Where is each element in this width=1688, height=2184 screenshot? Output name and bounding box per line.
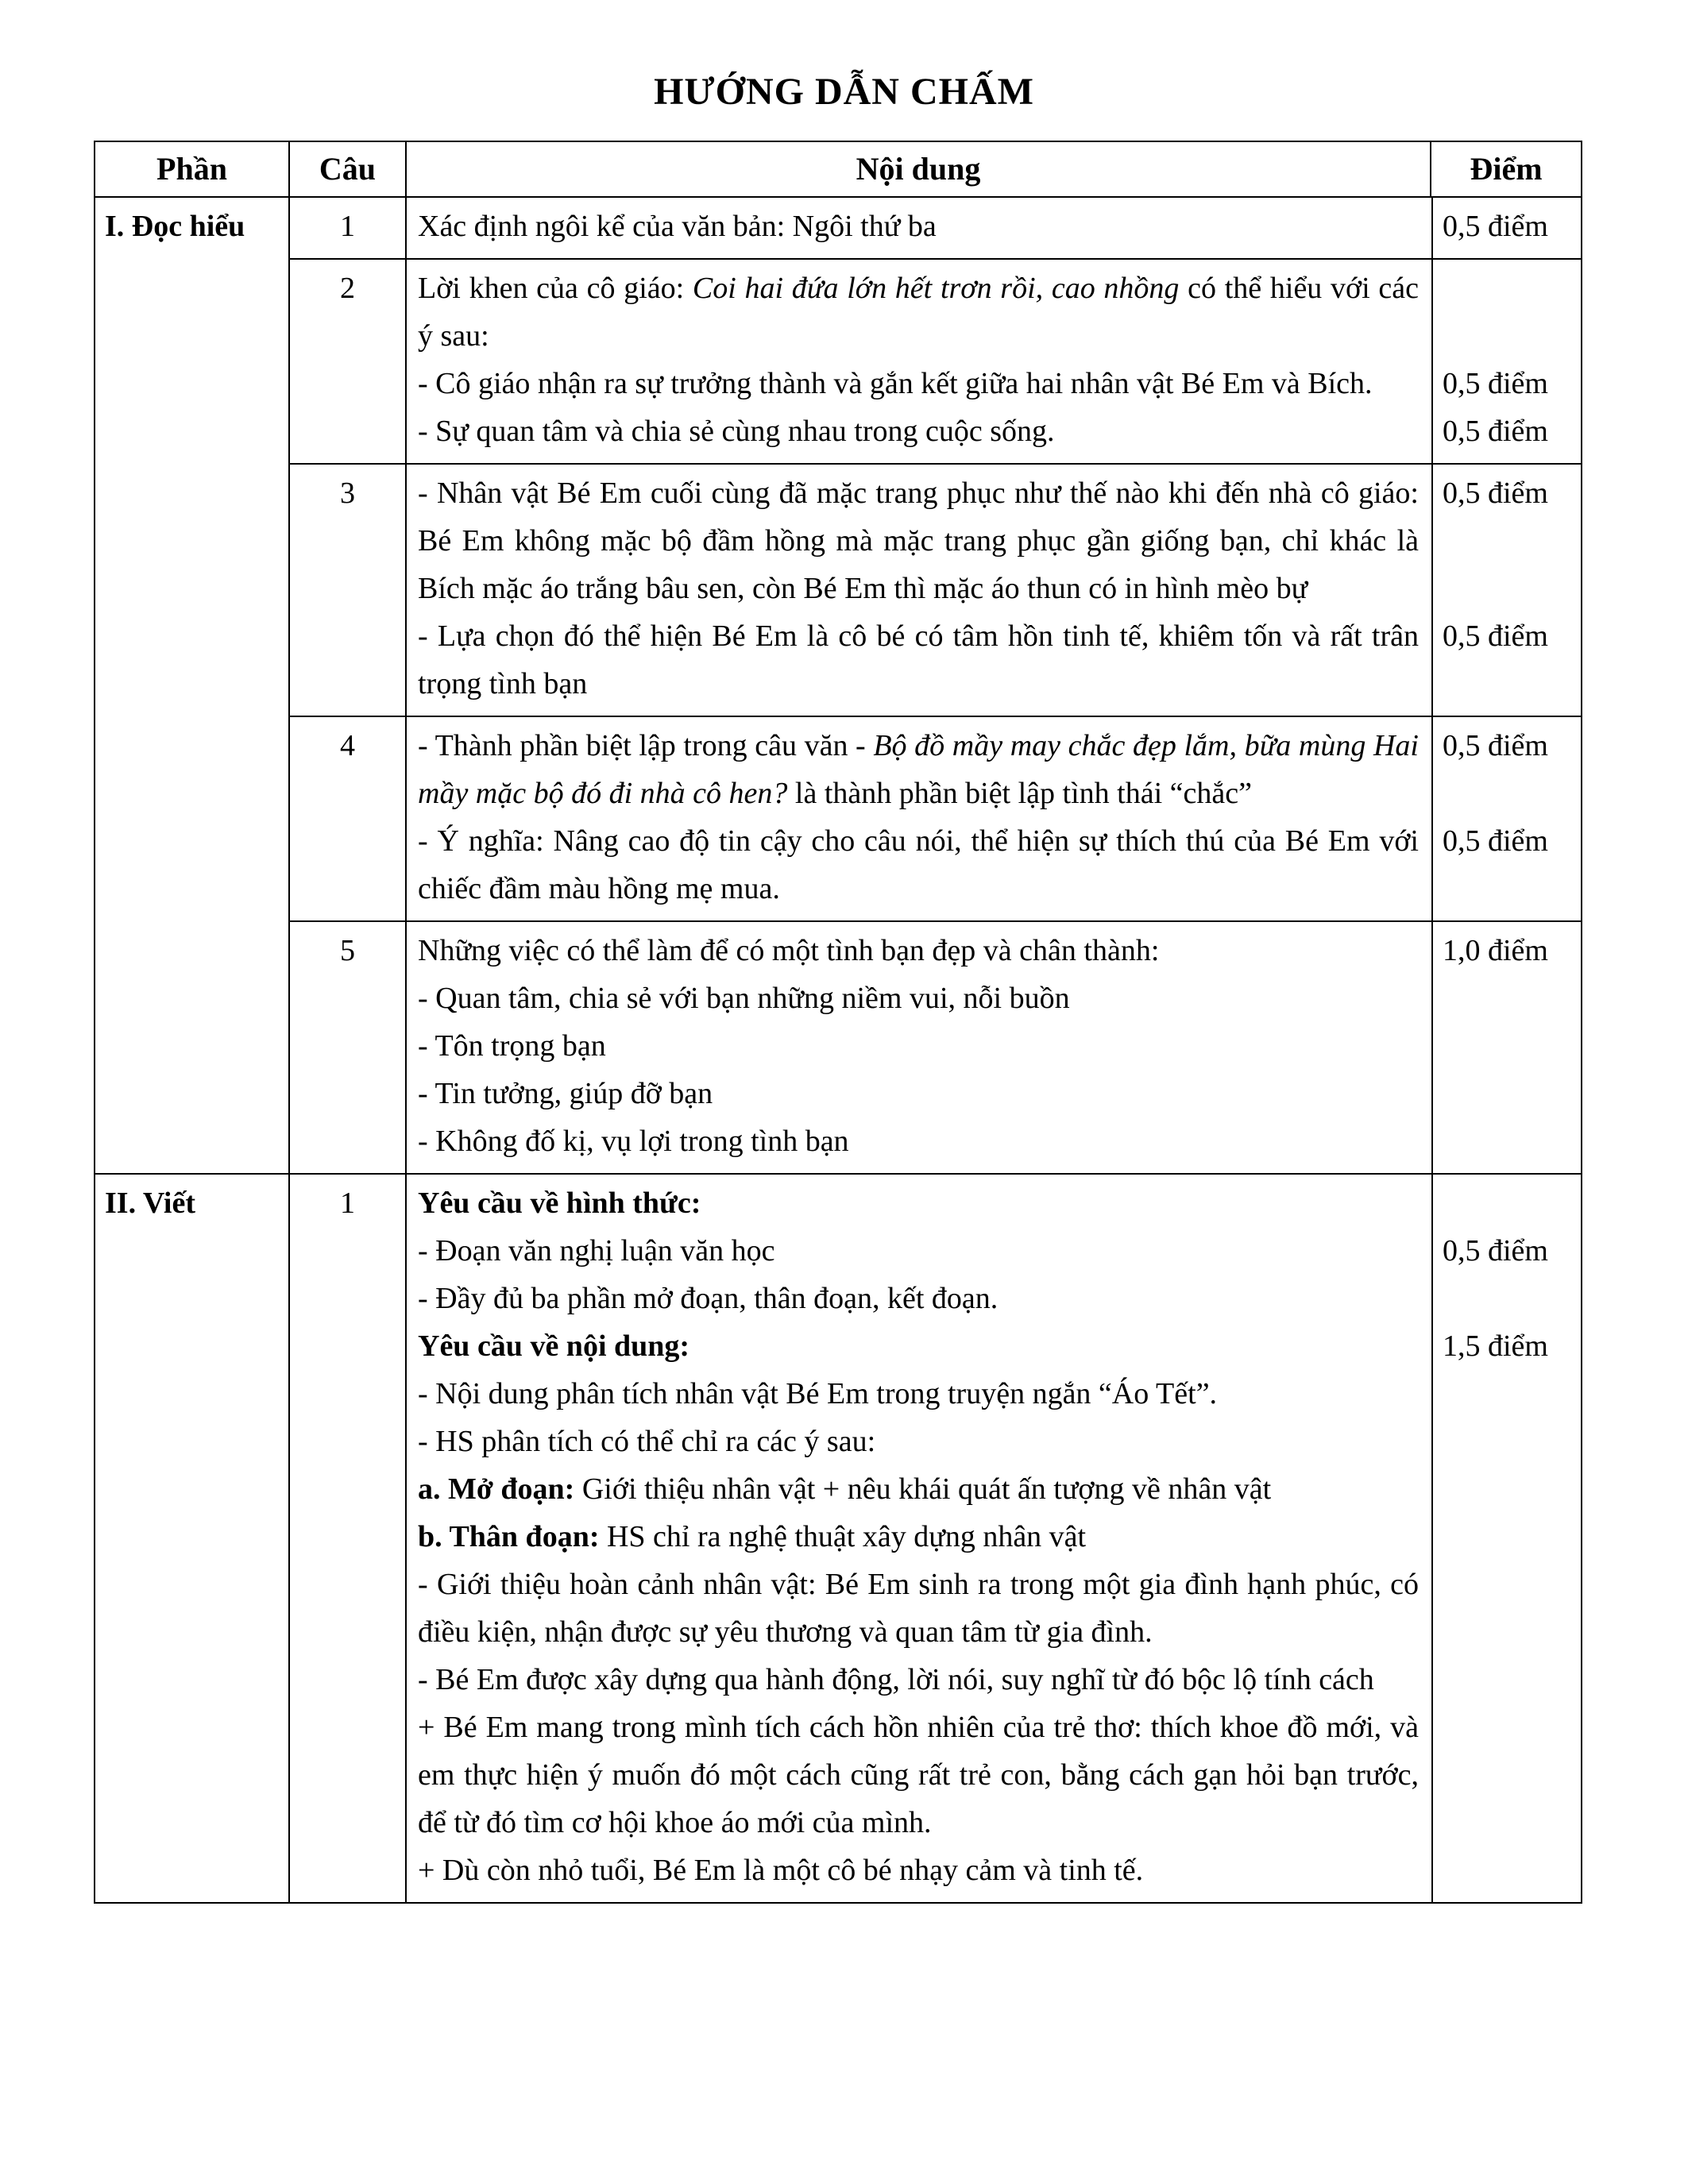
content-paragraph-row [407,1322,1581,1370]
text-segment: - Nhân vật Bé Em cuối cùng đã mặc trang phục như thế nào khi đến nhà cô giáo: Bé Em không mặc bộ đầm hồng mà mặc trang phục gần giống bạn, chỉ khác là Bích mặc áo trắng bâu sen, còn Bé Em thì mặc áo thun có in hình mèo bự [418,477,1419,605]
score-cell: 0,5 điểm [1431,717,1581,817]
paragraph-text [407,922,1431,974]
table-row [95,197,1582,259]
text-segment: + Dù còn nhỏ tuổi, Bé Em là một cô bé nhạy cảm và tinh tế. [418,1854,1144,1887]
score-cell [1431,974,1581,1022]
content-cell [406,921,1582,1174]
text-segment: - Giới thiệu hoàn cảnh nhân vật: Bé Em sinh ra trong một gia đình hạnh phúc, có điều kiện, nhận được sự yêu thương và quan tâm từ gia đình. [418,1568,1419,1649]
content-paragraph-row [407,1656,1581,1704]
text-segment: - HS phân tích có thể chỉ ra các ý sau: [418,1425,876,1458]
text-segment: - Đoạn văn nghị luận văn học [418,1234,775,1268]
document-title: HƯỚNG DẪN CHẤM [654,71,1034,113]
paragraph-text [407,1561,1431,1656]
paragraph-text [407,1322,1431,1370]
text-segment: Bộ đồ mầy may chắc đẹp lắm, bữa mùng Hai mầy mặc bộ đó đi nhà cô hen? [418,729,1419,810]
score-cell [1431,1513,1581,1561]
content-paragraph-row [407,465,1581,612]
paragraph-text [407,817,1431,920]
table-row [95,259,1582,464]
paragraph-text [407,1175,1431,1227]
table-header [95,141,1582,197]
text-segment: - Thành phần biệt lập trong câu văn - [418,729,874,762]
score-cell [1431,1846,1581,1902]
paragraph-text [407,198,1431,258]
score-cell: 0,5 điểm [1431,817,1581,920]
content-paragraph-row [407,817,1581,920]
paragraph-text [407,360,1431,407]
paragraph-text [407,1117,1431,1173]
content-paragraph-row [407,1175,1581,1227]
content-paragraph-row [407,974,1581,1022]
text-segment: - Đầy đủ ba phần mở đoạn, thân đoạn, kết đoạn. [418,1282,999,1315]
question-number: 1 [289,197,406,259]
question-number: 4 [289,716,406,921]
question-number: 3 [289,464,406,716]
paragraph-text [407,407,1431,463]
text-segment: có thể hiểu với các ý sau: [418,272,1419,353]
score-cell [1431,1418,1581,1465]
table-row [95,464,1582,716]
table-row [95,716,1582,921]
content-paragraph-row [407,1418,1581,1465]
header-phan: Phần [95,141,289,197]
paragraph-text [407,1465,1431,1513]
text-segment: HS chỉ ra nghệ thuật xây dựng nhân vật [599,1520,1087,1553]
content-paragraph-row [407,1561,1581,1656]
paragraph-text [407,1513,1431,1561]
content-paragraph-row [407,1070,1581,1117]
content-paragraph-row [407,612,1581,716]
text-segment: - Tôn trọng bạn [418,1029,606,1063]
question-number: 1 [289,1174,406,1903]
paragraph-text [407,717,1431,817]
text-segment: - Nội dung phân tích nhân vật Bé Em trong truyện ngắn “Áo Tết”. [418,1377,1218,1410]
paragraph-text [407,1370,1431,1418]
score-cell: 0,5 điểm [1431,360,1581,407]
table-body [95,197,1582,1903]
text-segment: Những việc có thể làm để có một tình bạn đẹp và chân thành: [418,934,1160,967]
content-paragraph-row [407,1117,1581,1173]
content-cell [406,197,1582,259]
text-segment: Yêu cầu về hình thức: [418,1187,701,1220]
score-cell [1431,1561,1581,1656]
content-paragraph-row [407,922,1581,974]
score-cell: 1,0 điểm [1431,922,1581,974]
section-cell: II. Viết [95,1174,289,1903]
paragraph-text [407,1227,1431,1275]
content-paragraph-row [407,407,1581,463]
text-segment: - Bé Em được xây dựng qua hành động, lời nói, suy nghĩ từ đó bộc lộ tính cách [418,1663,1374,1696]
score-cell [1431,1704,1581,1846]
content-paragraph-row [407,1513,1581,1561]
score-cell [1431,1022,1581,1070]
table-row [95,921,1582,1174]
content-cell [406,464,1582,716]
text-segment: b. Thân đoạn: [418,1520,600,1553]
score-cell [1431,1275,1581,1322]
paragraph-text [407,1418,1431,1465]
paragraph-text [407,1704,1431,1846]
score-cell [1431,1370,1581,1418]
score-cell [1431,1070,1581,1117]
text-segment: - Sự quan tâm và chia sẻ cùng nhau trong cuộc sống. [418,415,1055,448]
grading-table [94,141,1582,1904]
paragraph-text [407,1070,1431,1117]
score-cell: 0,5 điểm [1431,612,1581,716]
score-cell [1431,260,1581,360]
content-paragraph-row [407,1227,1581,1275]
text-segment: Giới thiệu nhân vật + nêu khái quát ấn tượng về nhân vật [574,1472,1272,1506]
content-cell [406,1174,1582,1903]
paragraph-text [407,1022,1431,1070]
score-cell: 0,5 điểm [1431,1227,1581,1275]
score-cell: 0,5 điểm [1431,465,1581,612]
text-segment: - Quan tâm, chia sẻ với bạn những niềm vui, nỗi buồn [418,982,1070,1015]
content-paragraph-row [407,260,1581,360]
score-cell [1431,1656,1581,1704]
score-cell [1431,1465,1581,1513]
content-paragraph-row [407,717,1581,817]
text-segment: Coi hai đứa lớn hết trơn rồi, cao nhồng [692,272,1180,305]
content-paragraph-row [407,1846,1581,1902]
text-segment: - Lựa chọn đó thể hiện Bé Em là cô bé có tâm hồn tinh tế, khiêm tốn và rất trân trọng tình bạn [418,619,1419,700]
text-segment: - Tin tưởng, giúp đỡ bạn [418,1077,713,1110]
header-diem: Điểm [1431,141,1582,197]
content-paragraph-row [407,198,1581,258]
content-cell [406,259,1582,464]
header-noidung: Nội dung [406,141,1431,197]
content-paragraph-row [407,1465,1581,1513]
text-segment: a. Mở đoạn: [418,1472,575,1506]
text-segment: - Ý nghĩa: Nâng cao độ tin cậy cho câu nói, thể hiện sự thích thú của Bé Em với chiếc đầm màu hồng mẹ mua. [418,824,1419,905]
content-paragraph-row [407,1022,1581,1070]
paragraph-text [407,974,1431,1022]
section-cell: I. Đọc hiểu [95,197,289,1174]
content-paragraph-row [407,360,1581,407]
question-number: 2 [289,259,406,464]
paragraph-text [407,612,1431,716]
table-row [95,1174,1582,1903]
text-segment: + Bé Em mang trong mình tích cách hồn nhiên của trẻ thơ: thích khoe đồ mới, và em thực hiện ý muốn đó một cách cũng rất trẻ con, bằng cách gạn hỏi bạn trước, để từ đó tìm cơ hội khoe áo mới của mình. [418,1711,1419,1839]
content-paragraph-row [407,1275,1581,1322]
content-paragraph-row [407,1704,1581,1846]
text-segment: - Không đố kị, vụ lợi trong tình bạn [418,1125,849,1158]
question-number: 5 [289,921,406,1174]
paragraph-text [407,1275,1431,1322]
paragraph-text [407,1656,1431,1704]
score-cell: 0,5 điểm [1431,407,1581,463]
score-cell: 0,5 điểm [1431,198,1581,258]
paragraph-text [407,1846,1431,1902]
content-paragraph-row [407,1370,1581,1418]
text-segment: là thành phần biệt lập tình thái “chắc” [787,777,1252,810]
header-cau: Câu [289,141,406,197]
text-segment: Yêu cầu về nội dung: [418,1329,690,1363]
header-row [95,141,1582,197]
text-segment: Xác định ngôi kể của văn bản: Ngôi thứ ba [418,210,937,243]
text-segment: - Cô giáo nhận ra sự trưởng thành và gắn kết giữa hai nhân vật Bé Em và Bích. [418,367,1373,400]
score-cell: 1,5 điểm [1431,1322,1581,1370]
text-segment: Lời khen của cô giáo: [418,272,693,305]
paragraph-text [407,260,1431,360]
content-cell [406,716,1582,921]
score-cell [1431,1117,1581,1173]
score-cell [1431,1175,1581,1227]
paragraph-text [407,465,1431,612]
